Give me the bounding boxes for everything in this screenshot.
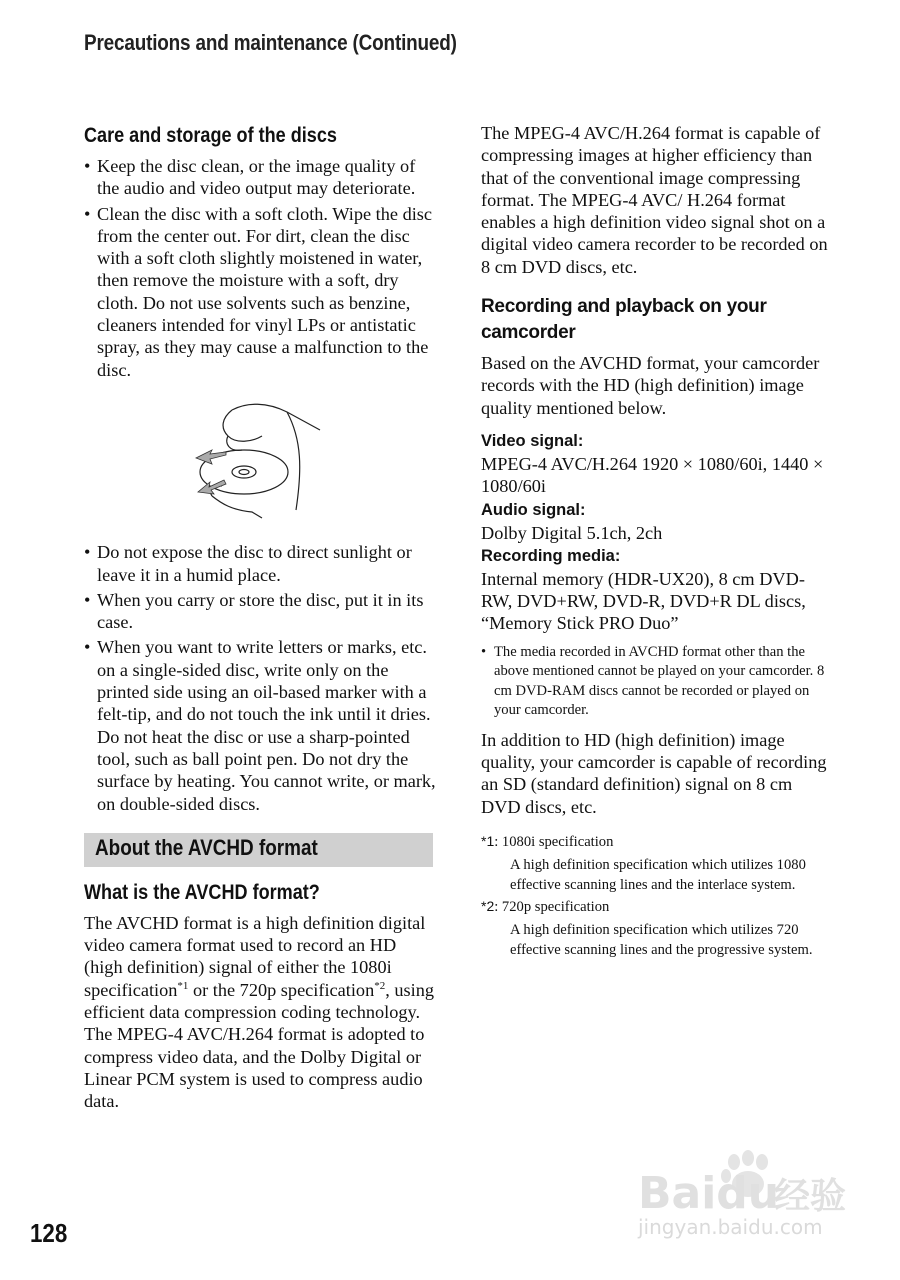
footnote-ref: *1: [177, 979, 189, 992]
footnote-title: : 1080i specification: [494, 833, 614, 850]
video-signal-label: Video signal:: [481, 431, 584, 450]
wipe-arrow-down: [198, 480, 226, 494]
video-signal-value: MPEG-4 AVC/H.264 1920 × 1080/60i, 1440 × 1080/60i: [481, 453, 824, 497]
page-number: 128: [30, 1218, 68, 1248]
footnote-ref: *2: [374, 979, 386, 992]
what-heading: What is the AVCHD format?: [84, 880, 320, 904]
disc-cleaning-illustration: [192, 400, 322, 520]
bullet-item: • Clean the disc with a soft cloth. Wipe the disc from the center out. For dirt, clean the disc with a soft cloth slightly moistened in water, then remove the moisture with a soft, dry cloth. Do not use solvents such as benzine, cleaners intended for vinyl LPs or antistatic spray, as they may cause a malfunction to the disc.: [84, 203, 436, 381]
intro-paragraph: The MPEG-4 AVC/H.264 format is capable of compressing images at higher efficiency than that of the conventional image compressing format. The MPEG-4 AVC/ H.264 format enables a high definition video signal shot on a digital video camera recorder to be recorded on 8 cm DVD discs, etc.: [481, 123, 828, 277]
para-text: , using efficient data compression coding technology. The MPEG-4 AVC/H.264 format is adopted to compress video data, and the Dolby Digital or Linear PCM system is used to compress audio data.: [84, 979, 434, 1112]
recording-media-value: Internal memory (HDR-UX20), 8 cm DVD-RW, DVD+RW, DVD-R, DVD+R DL discs, “Memory Stick PRO Duo”: [481, 568, 806, 634]
watermark-brand-text: Baidu: [638, 1168, 780, 1219]
audio-signal-value: Dolby Digital 5.1ch, 2ch: [481, 522, 663, 543]
note-item: • The media recorded in AVCHD format other than the above mentioned cannot be played on your camcorder. 8 cm DVD-RAM discs cannot be recorded or played on your camcorder.: [481, 643, 831, 721]
wipe-arrow-left: [196, 450, 226, 464]
footnote-body: A high definition specification which utilizes 720 effective scanning lines and the progressive system.: [510, 922, 813, 958]
section-banner: [84, 833, 433, 867]
right-column: [481, 122, 831, 961]
bullet-item: • When you want to write letters or marks, etc. on a single-sided disc, write only on the printed side using an oil-based marker with a felt-tip, and do not touch the ink until it dries. Do not heat the disc or use a sharp-pointed tool, such as ball point pen. Do not dry the surface by heating. You cannot write, or mark, on double-sided discs.: [84, 636, 436, 814]
bullet-item: • Keep the disc clean, or the image quality of the audio and video output may deteriorate.: [84, 155, 436, 200]
care-bullets-top: [84, 155, 436, 381]
recording-heading: Recording and playback on your camcorder: [481, 296, 767, 344]
what-paragraph: [84, 912, 436, 1113]
bullet-item: • When you carry or store the disc, put it in its case.: [84, 589, 436, 634]
care-heading: Care and storage of the discs: [84, 124, 337, 147]
bullet-item: • Do not expose the disc to direct sunlight or leave it in a humid place.: [84, 541, 436, 586]
para-text: The AVCHD format is a high definition digital video camera format used to record an HD (high definition) signal of either the 1080i specification: [84, 912, 426, 1000]
recording-paragraph: Based on the AVCHD format, your camcorder records with the HD (high definition) image quality mentioned below.: [481, 353, 820, 418]
disc-hole-shape: [232, 466, 256, 478]
sd-paragraph: In addition to HD (high definition) image quality, your camcorder is capable of recording an SD (standard definition) signal on 8 cm DVD discs, etc.: [481, 729, 827, 817]
section-banner-title: About the AVCHD format: [95, 834, 318, 860]
para-text: or the 720p specification: [188, 979, 375, 1000]
baidu-watermark-logo: [638, 1150, 868, 1260]
footnote-title: : 720p specification: [494, 899, 610, 916]
footnote-label: *1: [481, 832, 495, 849]
page-header-title: Precautions and maintenance (Continued): [84, 30, 457, 55]
lower-hand-shape: [212, 496, 262, 518]
audio-signal-label: Audio signal:: [481, 500, 586, 519]
care-bullets-bottom: [84, 541, 436, 815]
upper-hand-shape: [232, 404, 320, 430]
footnote-2: [481, 897, 831, 960]
note-list: [481, 643, 831, 721]
left-column: [84, 122, 436, 1113]
watermark-cn-text: 经验: [774, 1176, 847, 1217]
footnote-body: A high definition specification which utilizes 1080 effective scanning lines and the interlace system.: [510, 856, 806, 893]
note-block: [481, 643, 831, 721]
watermark-url: jingyan.baidu.com: [638, 1215, 823, 1239]
footnote-1: [481, 832, 831, 895]
recording-media-label: Recording media:: [481, 546, 621, 565]
footnote-label: *2: [481, 898, 495, 915]
